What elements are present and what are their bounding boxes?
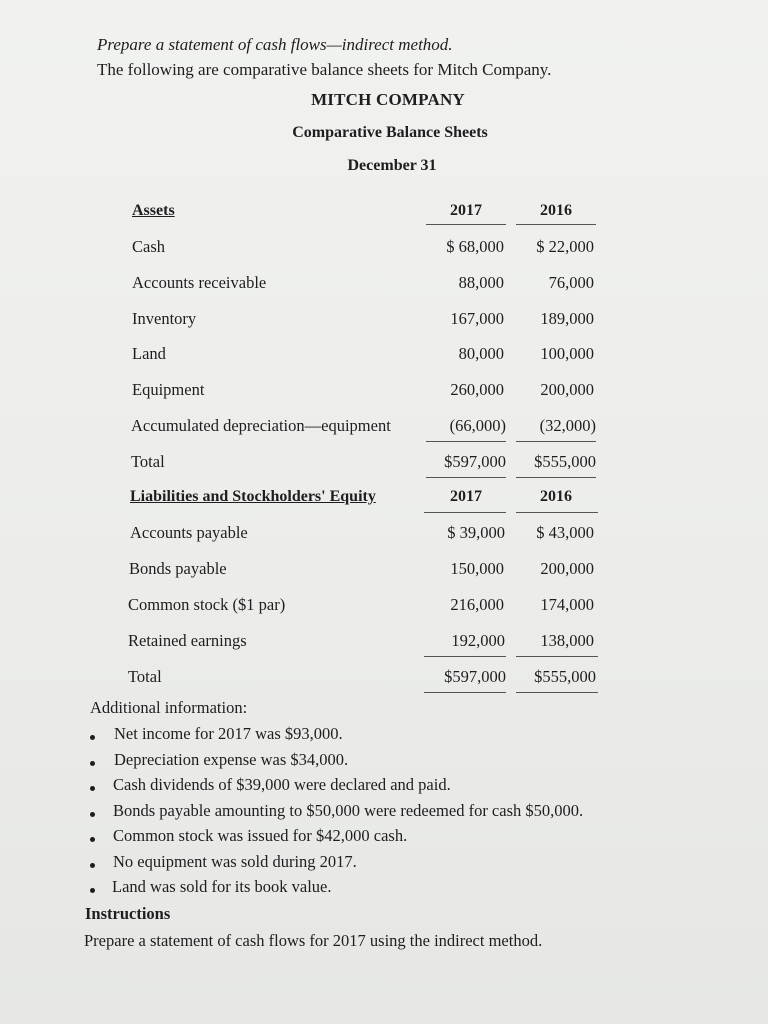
row-label: Equipment bbox=[132, 380, 205, 399]
row-label: Inventory bbox=[132, 309, 197, 328]
statement-date: December 31 bbox=[347, 157, 437, 174]
assets-total-rule-2017 bbox=[426, 477, 506, 478]
value-2016: $ 43,000 bbox=[536, 523, 594, 542]
problem-intro: The following are comparative balance sheets for Mitch Company. bbox=[97, 60, 552, 79]
row-label: Accumulated depreciation—equipment bbox=[131, 416, 391, 435]
assets-header: Assets bbox=[132, 202, 175, 219]
value-2016: 100,000 bbox=[540, 344, 594, 363]
row-label: Total bbox=[128, 667, 162, 686]
liabilities-col-2016: 2016 bbox=[540, 488, 572, 505]
row-label: Accounts receivable bbox=[132, 273, 267, 292]
value-2017: 260,000 bbox=[450, 380, 504, 399]
row-label: Accounts payable bbox=[130, 523, 248, 542]
list-item: Common stock was issued for $42,000 cash. bbox=[113, 826, 408, 845]
company-name: MITCH COMPANY bbox=[311, 90, 465, 109]
list-item: Cash dividends of $39,000 were declared and paid. bbox=[113, 775, 451, 794]
row-label: Bonds payable bbox=[129, 559, 227, 578]
assets-subtotal-rule-2016 bbox=[516, 441, 596, 442]
value-2016: 138,000 bbox=[540, 631, 594, 650]
value-2017: $ 68,000 bbox=[446, 237, 504, 256]
row-label: Total bbox=[131, 452, 165, 471]
list-item: Bonds payable amounting to $50,000 were redeemed for cash $50,000. bbox=[113, 801, 584, 820]
bullet-icon bbox=[90, 761, 95, 766]
value-2017: $597,000 bbox=[444, 452, 506, 471]
row-label: Cash bbox=[132, 237, 165, 256]
bullet-icon bbox=[90, 837, 95, 842]
problem-title: Prepare a statement of cash flows—indirect method. bbox=[97, 35, 453, 54]
liabilities-col-2017-rule bbox=[424, 512, 506, 513]
value-2017: (66,000) bbox=[449, 416, 506, 435]
value-2016: $555,000 bbox=[534, 667, 596, 686]
row-label: Retained earnings bbox=[128, 631, 247, 650]
liabilities-total-rule-2017 bbox=[424, 692, 506, 693]
instructions-heading: Instructions bbox=[85, 904, 171, 923]
list-item: No equipment was sold during 2017. bbox=[113, 852, 357, 871]
liabilities-subtotal-rule-2016 bbox=[516, 656, 598, 657]
assets-col-2017-rule bbox=[426, 224, 506, 225]
list-item: Land was sold for its book value. bbox=[112, 877, 332, 896]
liabilities-col-2017: 2017 bbox=[450, 488, 482, 505]
liabilities-subtotal-rule-2017 bbox=[424, 656, 506, 657]
assets-subtotal-rule-2017 bbox=[426, 441, 506, 442]
value-2016: $555,000 bbox=[534, 452, 596, 471]
assets-total-rule-2016 bbox=[516, 477, 596, 478]
value-2017: 88,000 bbox=[458, 273, 504, 292]
value-2017: 80,000 bbox=[458, 344, 504, 363]
assets-col-2016-rule bbox=[516, 224, 596, 225]
value-2016: 174,000 bbox=[540, 595, 594, 614]
bullet-icon bbox=[90, 786, 95, 791]
liabilities-col-2016-rule bbox=[516, 512, 598, 513]
row-label: Land bbox=[132, 344, 166, 363]
assets-col-2016: 2016 bbox=[540, 202, 572, 219]
value-2017: 192,000 bbox=[451, 631, 505, 650]
statement-name: Comparative Balance Sheets bbox=[292, 124, 488, 141]
value-2017: 167,000 bbox=[450, 309, 504, 328]
row-label: Common stock ($1 par) bbox=[128, 595, 286, 614]
value-2016: 200,000 bbox=[540, 380, 594, 399]
value-2017: $ 39,000 bbox=[447, 523, 505, 542]
instructions-text: Prepare a statement of cash flows for 2017 using the indirect method. bbox=[84, 931, 543, 950]
bullet-icon bbox=[90, 812, 95, 817]
list-item: Depreciation expense was $34,000. bbox=[114, 750, 349, 769]
liabilities-header: Liabilities and Stockholders' Equity bbox=[130, 488, 376, 505]
additional-info-heading: Additional information: bbox=[90, 698, 248, 717]
value-2016: $ 22,000 bbox=[536, 237, 594, 256]
value-2016: (32,000) bbox=[539, 416, 596, 435]
value-2016: 76,000 bbox=[548, 273, 594, 292]
value-2016: 200,000 bbox=[540, 559, 594, 578]
liabilities-total-rule-2016 bbox=[516, 692, 598, 693]
bullet-icon bbox=[90, 863, 95, 868]
bullet-icon bbox=[90, 735, 95, 740]
value-2017: 216,000 bbox=[450, 595, 504, 614]
list-item: Net income for 2017 was $93,000. bbox=[114, 724, 343, 743]
value-2016: 189,000 bbox=[540, 309, 594, 328]
assets-col-2017: 2017 bbox=[450, 202, 482, 219]
value-2017: $597,000 bbox=[444, 667, 506, 686]
value-2017: 150,000 bbox=[450, 559, 504, 578]
bullet-icon bbox=[90, 888, 95, 893]
